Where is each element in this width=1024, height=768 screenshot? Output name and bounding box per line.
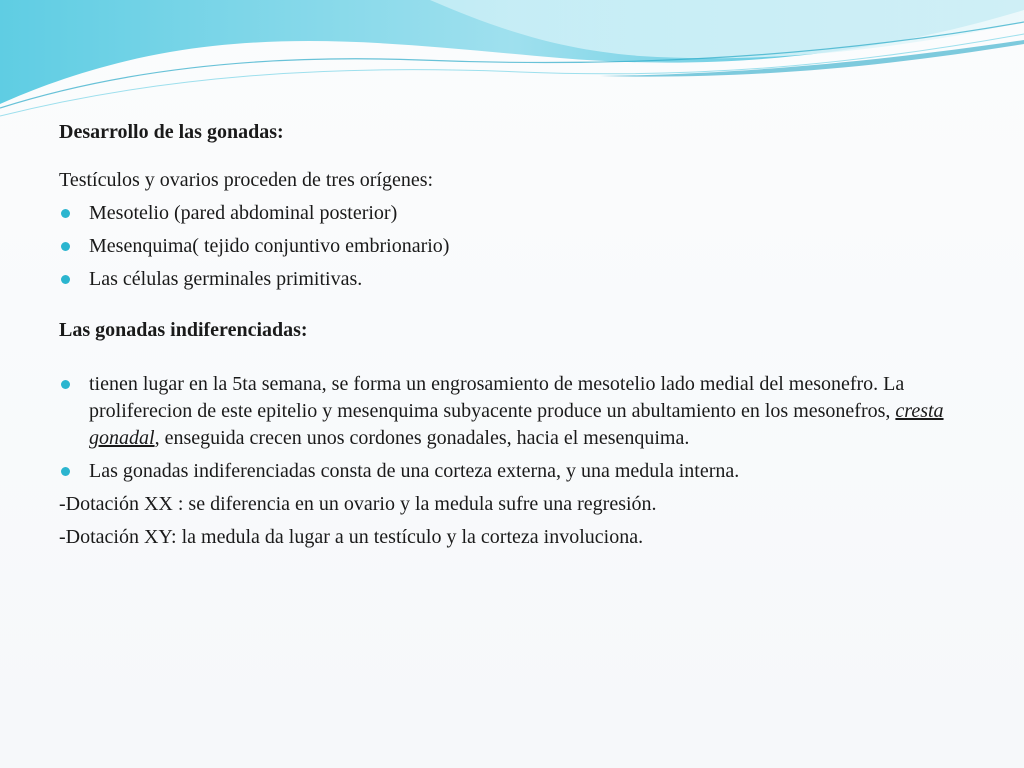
bullet-dot-icon (61, 380, 70, 389)
heading-gonad-development: Desarrollo de las gonadas: (59, 121, 284, 143)
xy-line: -Dotación XY: la medula da lugar a un testículo y la corteza involuciona. (59, 526, 644, 548)
xx-line: -Dotación XX : se diferencia en un ovario y la medula sufre una regresión. (59, 493, 657, 515)
bullet-item (59, 266, 959, 293)
bullet-item (59, 200, 959, 227)
bullet-text: Mesenquima( tejido conjuntivo embrionario) (89, 235, 450, 257)
heading-indifferent-gonads: Las gonadas indiferenciadas: (59, 319, 308, 341)
bullet-text: Mesotelio (pared abdominal posterior) (89, 202, 398, 224)
slide-body (59, 116, 959, 551)
bullet-dot-icon (61, 275, 70, 284)
bullet-text: Las gonadas indiferenciadas consta de una corteza externa, y una medula interna. (89, 460, 740, 482)
bullet-text: Las células germinales primitivas. (89, 268, 363, 290)
bullet-dot-icon (61, 209, 70, 218)
bullet-text-after: , enseguida crecen unos cordones gonadales, hacia el mesenquima. (154, 427, 690, 449)
bullet-item (59, 458, 959, 485)
decorative-wave-header (0, 0, 1024, 130)
bullet-item (59, 371, 959, 452)
emphasis-term: cresta gonadal (89, 400, 944, 449)
bullet-dot-icon (61, 467, 70, 476)
bullet-dot-icon (61, 242, 70, 251)
intro-text: Testículos y ovarios proceden de tres orígenes: (59, 169, 434, 191)
bullet-item (59, 233, 959, 260)
bullet-text-before: tienen lugar en la 5ta semana, se forma un engrosamiento de mesotelio lado medial del mesonefro. La proliferecion de este epitelio y mesenquima subyacente produce un abultamiento en los mesonefros, (89, 373, 905, 422)
